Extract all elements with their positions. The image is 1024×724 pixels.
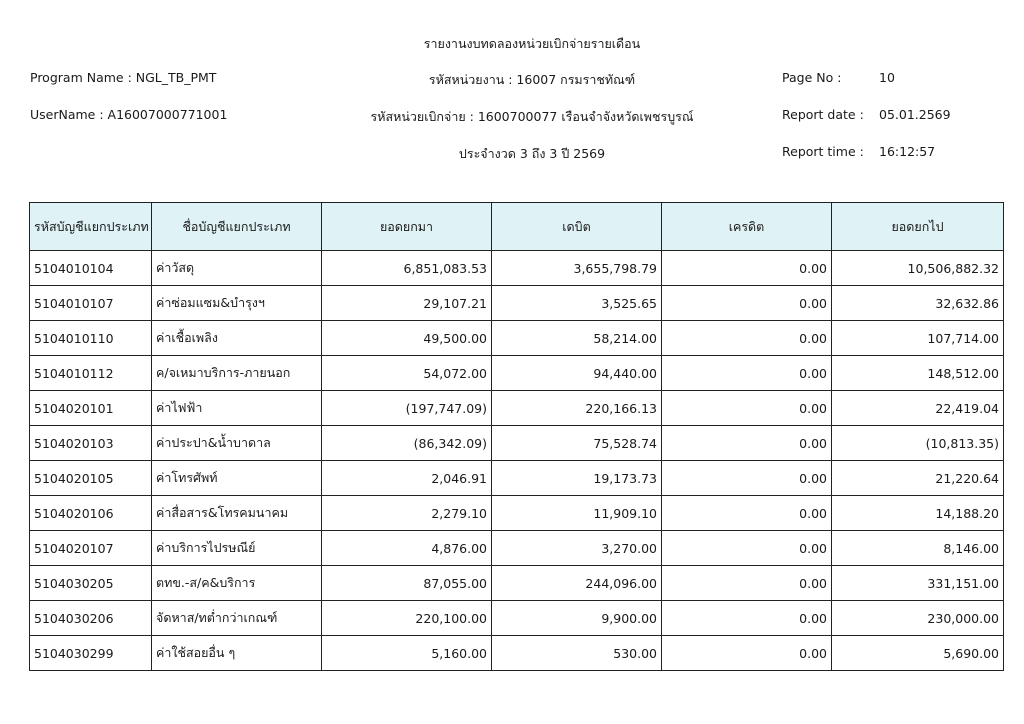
credit: 0.00 xyxy=(662,426,832,461)
opening-balance: 4,876.00 xyxy=(322,531,492,566)
closing-balance: 32,632.86 xyxy=(832,286,1004,321)
dept-code: รหัสหน่วยงาน : 16007 กรมราชทัณฑ์ xyxy=(428,72,636,87)
header-opening-balance: ยอดยกมา xyxy=(322,203,492,251)
debit: 3,525.65 xyxy=(492,286,662,321)
table-row xyxy=(30,426,1004,461)
disburse-unit: รหัสหน่วยเบิกจ่าย : 1600700077 เรือนจำจังหวัดเพชรบูรณ์ xyxy=(370,109,694,124)
debit: 530.00 xyxy=(492,636,662,671)
account-code: 5104010112 xyxy=(30,356,152,391)
closing-balance: 148,512.00 xyxy=(832,356,1004,391)
header-closing-balance: ยอดยกไป xyxy=(832,203,1004,251)
account-code: 5104030299 xyxy=(30,636,152,671)
account-name: จัดหาส/ทต่ำกว่าเกณฑ์ xyxy=(152,601,322,636)
opening-balance: 2,279.10 xyxy=(322,496,492,531)
credit: 0.00 xyxy=(662,496,832,531)
report-date-label: Report date : xyxy=(782,107,864,122)
account-name: ค่าไฟฟ้า xyxy=(152,391,322,426)
debit: 220,166.13 xyxy=(492,391,662,426)
report-time-value: 16:12:57 xyxy=(879,144,936,159)
debit: 94,440.00 xyxy=(492,356,662,391)
opening-balance: (86,342.09) xyxy=(322,426,492,461)
report-title: รายงานงบทดลองหน่วยเบิกจ่ายรายเดือน xyxy=(423,36,641,51)
closing-balance: 331,151.00 xyxy=(832,566,1004,601)
ledger-table xyxy=(29,202,1004,671)
debit: 11,909.10 xyxy=(492,496,662,531)
opening-balance: 2,046.91 xyxy=(322,461,492,496)
account-code: 5104010104 xyxy=(30,251,152,286)
account-code: 5104030206 xyxy=(30,601,152,636)
account-code: 5104020107 xyxy=(30,531,152,566)
table-row xyxy=(30,356,1004,391)
opening-balance: 5,160.00 xyxy=(322,636,492,671)
page-no-label: Page No : xyxy=(782,70,842,85)
table-row xyxy=(30,601,1004,636)
opening-balance: 87,055.00 xyxy=(322,566,492,601)
debit: 9,900.00 xyxy=(492,601,662,636)
account-code: 5104030205 xyxy=(30,566,152,601)
table-row xyxy=(30,391,1004,426)
account-name: ค่าโทรศัพท์ xyxy=(152,461,322,496)
table-row xyxy=(30,286,1004,321)
opening-balance: 49,500.00 xyxy=(322,321,492,356)
table-header-row xyxy=(30,203,1004,251)
account-code: 5104020106 xyxy=(30,496,152,531)
account-name: ค่าใช้สอยอื่น ๆ xyxy=(152,636,322,671)
account-name: ค่าบริการไปรษณีย์ xyxy=(152,531,322,566)
closing-balance: 5,690.00 xyxy=(832,636,1004,671)
opening-balance: 6,851,083.53 xyxy=(322,251,492,286)
debit: 75,528.74 xyxy=(492,426,662,461)
closing-balance: 8,146.00 xyxy=(832,531,1004,566)
account-code: 5104020105 xyxy=(30,461,152,496)
opening-balance: 220,100.00 xyxy=(322,601,492,636)
debit: 3,270.00 xyxy=(492,531,662,566)
closing-balance: 14,188.20 xyxy=(832,496,1004,531)
closing-balance: 10,506,882.32 xyxy=(832,251,1004,286)
opening-balance: 54,072.00 xyxy=(322,356,492,391)
credit: 0.00 xyxy=(662,286,832,321)
account-name: ค่าประปา&น้ำบาดาล xyxy=(152,426,322,461)
credit: 0.00 xyxy=(662,391,832,426)
table-row xyxy=(30,496,1004,531)
closing-balance: 21,220.64 xyxy=(832,461,1004,496)
debit: 19,173.73 xyxy=(492,461,662,496)
credit: 0.00 xyxy=(662,636,832,671)
debit: 244,096.00 xyxy=(492,566,662,601)
account-code: 5104020103 xyxy=(30,426,152,461)
page-no-value: 10 xyxy=(879,70,895,85)
header-account-name: ชื่อบัญชีแยกประเภท xyxy=(152,203,322,251)
account-name: ค่าสื่อสาร&โทรคมนาคม xyxy=(152,496,322,531)
program-name: Program Name : NGL_TB_PMT xyxy=(30,70,217,85)
credit: 0.00 xyxy=(662,251,832,286)
account-code: 5104010107 xyxy=(30,286,152,321)
opening-balance: (197,747.09) xyxy=(322,391,492,426)
user-name: UserName : A16007000771001 xyxy=(30,107,228,122)
header-debit: เดบิต xyxy=(492,203,662,251)
table-row xyxy=(30,461,1004,496)
credit: 0.00 xyxy=(662,356,832,391)
report-time-label: Report time : xyxy=(782,144,864,159)
debit: 58,214.00 xyxy=(492,321,662,356)
table-row xyxy=(30,636,1004,671)
account-code: 5104010110 xyxy=(30,321,152,356)
table-row xyxy=(30,531,1004,566)
account-name: ค/จเหมาบริการ-ภายนอก xyxy=(152,356,322,391)
closing-balance: 22,419.04 xyxy=(832,391,1004,426)
report-period: ประจำงวด 3 ถึง 3 ปี 2569 xyxy=(458,146,606,161)
credit: 0.00 xyxy=(662,566,832,601)
table-row xyxy=(30,566,1004,601)
table-row xyxy=(30,251,1004,286)
header-credit: เครดิต xyxy=(662,203,832,251)
credit: 0.00 xyxy=(662,531,832,566)
report-date-value: 05.01.2569 xyxy=(879,107,951,122)
account-code: 5104020101 xyxy=(30,391,152,426)
credit: 0.00 xyxy=(662,601,832,636)
closing-balance: (10,813.35) xyxy=(832,426,1004,461)
closing-balance: 230,000.00 xyxy=(832,601,1004,636)
account-name: ค่าเชื้อเพลิง xyxy=(152,321,322,356)
credit: 0.00 xyxy=(662,461,832,496)
table-row xyxy=(30,321,1004,356)
credit: 0.00 xyxy=(662,321,832,356)
closing-balance: 107,714.00 xyxy=(832,321,1004,356)
account-name: ค่าซ่อมแซม&บำรุงฯ xyxy=(152,286,322,321)
account-name: ตทข.-ส/ค&บริการ xyxy=(152,566,322,601)
debit: 3,655,798.79 xyxy=(492,251,662,286)
opening-balance: 29,107.21 xyxy=(322,286,492,321)
account-name: ค่าวัสดุ xyxy=(152,251,322,286)
header-account-code: รหัสบัญชีแยกประเภท xyxy=(30,203,152,251)
